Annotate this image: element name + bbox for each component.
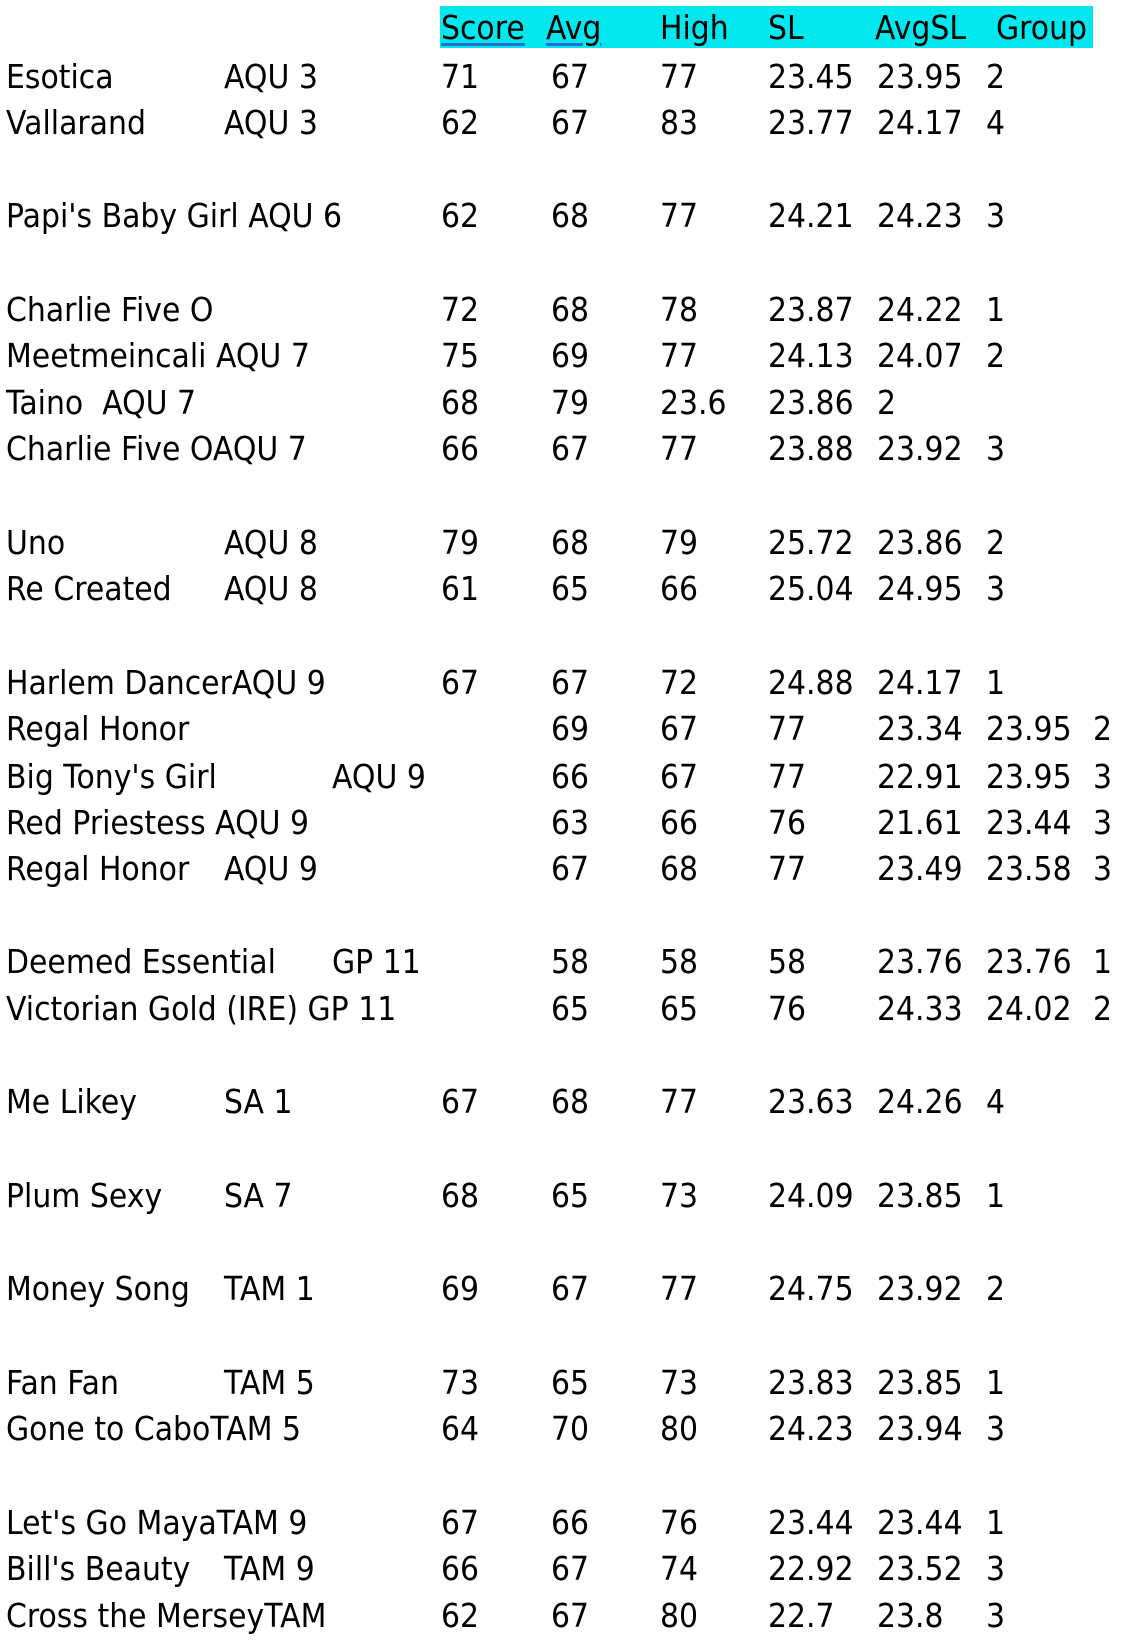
row-value-c4: 23.87 (768, 291, 854, 329)
row-value-c2: 58 (551, 943, 590, 981)
row-value-c2: 67 (551, 104, 590, 142)
row-value-c6: 3 (986, 570, 1006, 608)
row-value-c3: 68 (660, 850, 699, 888)
row-value-c5: 24.33 (877, 990, 963, 1028)
row-value-c2: 67 (551, 664, 590, 702)
row-value-c4: 23.83 (768, 1364, 854, 1402)
row-value-c5: 24.17 (877, 664, 963, 702)
row-value-c6: 1 (986, 664, 1006, 702)
row-value-c6: 3 (986, 1410, 1006, 1448)
row-value-c2: 63 (551, 804, 590, 842)
row-value-c1: 61 (441, 570, 480, 608)
row-value-c5: 24.07 (877, 337, 963, 375)
row-value-c6: 1 (986, 1364, 1006, 1402)
row-value-c3: 77 (660, 1270, 699, 1308)
row-value-c2: 67 (551, 430, 590, 468)
row-value-c6: 23.76 (986, 943, 1072, 981)
row-value-c4: 23.86 (768, 384, 854, 422)
row-value-c3: 74 (660, 1550, 699, 1588)
row-value-c2: 69 (551, 337, 590, 375)
row-value-c5: 23.92 (877, 1270, 963, 1308)
row-name: Money Song (6, 1270, 190, 1308)
row-track: GP 11 (332, 943, 421, 981)
row-value-c5: 23.34 (877, 710, 963, 748)
row-value-c7: 3 (1093, 804, 1113, 842)
row-name: Gone to CaboTAM 5 (6, 1410, 302, 1448)
row-name: Re Created (6, 570, 172, 608)
row-track: TAM 1 (224, 1270, 315, 1308)
row-value-c7: 2 (1093, 990, 1113, 1028)
header-high: High (660, 9, 729, 47)
row-value-c4: 76 (768, 804, 807, 842)
row-name: Vallarand (6, 104, 146, 142)
row-track: AQU 8 (224, 570, 318, 608)
row-value-c2: 67 (551, 1550, 590, 1588)
row-name: Let's Go MayaTAM 9 (6, 1504, 308, 1542)
row-value-c1: 79 (441, 524, 480, 562)
row-name: Regal Honor (6, 710, 190, 748)
row-name: Me Likey (6, 1083, 138, 1121)
row-value-c7: 3 (1093, 758, 1113, 796)
row-value-c4: 22.7 (768, 1597, 835, 1635)
row-value-c4: 24.88 (768, 664, 854, 702)
row-value-c4: 77 (768, 710, 807, 748)
row-value-c6: 2 (986, 524, 1006, 562)
row-value-c2: 68 (551, 524, 590, 562)
row-name: Charlie Five OAQU 7 (6, 430, 307, 468)
row-value-c6: 1 (986, 291, 1006, 329)
row-value-c6: 3 (986, 430, 1006, 468)
row-value-c1: 67 (441, 1504, 480, 1542)
row-name: Charlie Five O (6, 291, 214, 329)
row-value-c2: 65 (551, 1177, 590, 1215)
row-value-c2: 67 (551, 1270, 590, 1308)
row-value-c3: 72 (660, 664, 699, 702)
row-value-c1: 72 (441, 291, 480, 329)
header-avgsl: AvgSL (875, 9, 967, 47)
row-value-c3: 77 (660, 337, 699, 375)
row-value-c1: 62 (441, 197, 480, 235)
row-track: AQU 9 (224, 850, 318, 888)
row-value-c5: 24.22 (877, 291, 963, 329)
row-value-c1: 67 (441, 664, 480, 702)
row-value-c3: 77 (660, 58, 699, 96)
row-value-c2: 70 (551, 1410, 590, 1448)
row-value-c1: 62 (441, 104, 480, 142)
row-value-c5: 23.86 (877, 524, 963, 562)
row-value-c3: 80 (660, 1597, 699, 1635)
row-value-c3: 77 (660, 1083, 699, 1121)
row-value-c4: 77 (768, 850, 807, 888)
row-value-c1: 67 (441, 1083, 480, 1121)
row-value-c5: 21.61 (877, 804, 963, 842)
row-value-c3: 67 (660, 710, 699, 748)
row-name: Taino AQU 7 (6, 384, 197, 422)
row-value-c6: 3 (986, 1597, 1006, 1635)
row-value-c2: 65 (551, 990, 590, 1028)
row-value-c2: 68 (551, 197, 590, 235)
row-value-c7: 3 (1093, 850, 1113, 888)
header-avg: Avg (546, 9, 602, 47)
row-value-c3: 80 (660, 1410, 699, 1448)
row-value-c6: 4 (986, 1083, 1006, 1121)
row-value-c2: 66 (551, 758, 590, 796)
row-value-c3: 73 (660, 1364, 699, 1402)
row-value-c2: 67 (551, 1597, 590, 1635)
row-name: Victorian Gold (IRE) GP 11 (6, 990, 397, 1028)
row-value-c6: 1 (986, 1504, 1006, 1542)
row-name: Uno (6, 524, 66, 562)
row-track: SA 7 (224, 1177, 293, 1215)
row-value-c2: 69 (551, 710, 590, 748)
row-value-c3: 23.6 (660, 384, 727, 422)
row-name: Big Tony's Girl (6, 758, 217, 796)
row-value-c1: 71 (441, 58, 480, 96)
row-value-c2: 79 (551, 384, 590, 422)
header-group: Group (996, 9, 1088, 47)
header-score: Score (441, 9, 525, 47)
row-value-c5: 22.91 (877, 758, 963, 796)
row-value-c4: 77 (768, 758, 807, 796)
row-track: TAM 9 (224, 1550, 315, 1588)
row-value-c2: 66 (551, 1504, 590, 1542)
row-track: AQU 3 (224, 104, 318, 142)
row-value-c5: 23.49 (877, 850, 963, 888)
row-value-c3: 67 (660, 758, 699, 796)
row-value-c6: 23.44 (986, 804, 1072, 842)
row-value-c6: 2 (986, 1270, 1006, 1308)
row-value-c6: 23.95 (986, 758, 1072, 796)
row-value-c5: 23.44 (877, 1504, 963, 1542)
row-value-c4: 25.04 (768, 570, 854, 608)
row-track: SA 1 (224, 1083, 293, 1121)
row-track: AQU 9 (332, 758, 426, 796)
row-value-c4: 23.44 (768, 1504, 854, 1542)
row-value-c1: 64 (441, 1410, 480, 1448)
row-name: Cross the MerseyTAM (6, 1597, 327, 1635)
row-value-c4: 24.23 (768, 1410, 854, 1448)
row-value-c5: 23.8 (877, 1597, 944, 1635)
row-value-c4: 76 (768, 990, 807, 1028)
row-value-c7: 1 (1093, 943, 1113, 981)
row-value-c5: 23.95 (877, 58, 963, 96)
row-value-c2: 65 (551, 570, 590, 608)
row-value-c6: 3 (986, 1550, 1006, 1588)
row-value-c5: 23.76 (877, 943, 963, 981)
row-value-c3: 79 (660, 524, 699, 562)
row-value-c1: 66 (441, 430, 480, 468)
row-value-c3: 78 (660, 291, 699, 329)
row-value-c5: 23.92 (877, 430, 963, 468)
row-value-c5: 24.23 (877, 197, 963, 235)
row-value-c5: 24.95 (877, 570, 963, 608)
row-value-c3: 73 (660, 1177, 699, 1215)
row-value-c3: 77 (660, 197, 699, 235)
row-value-c2: 67 (551, 850, 590, 888)
row-name: Harlem DancerAQU 9 (6, 664, 326, 702)
row-value-c1: 73 (441, 1364, 480, 1402)
row-value-c3: 66 (660, 570, 699, 608)
row-value-c1: 68 (441, 384, 480, 422)
row-name: Regal Honor (6, 850, 190, 888)
row-value-c6: 1 (986, 1177, 1006, 1215)
row-value-c5: 2 (877, 384, 897, 422)
row-value-c4: 24.21 (768, 197, 854, 235)
row-value-c3: 77 (660, 430, 699, 468)
row-value-c4: 23.63 (768, 1083, 854, 1121)
row-value-c3: 65 (660, 990, 699, 1028)
row-value-c5: 23.52 (877, 1550, 963, 1588)
row-value-c2: 65 (551, 1364, 590, 1402)
row-name: Fan Fan (6, 1364, 119, 1402)
row-value-c4: 23.45 (768, 58, 854, 96)
row-value-c4: 23.88 (768, 430, 854, 468)
row-value-c5: 24.26 (877, 1083, 963, 1121)
row-value-c4: 58 (768, 943, 807, 981)
row-name: Esotica (6, 58, 114, 96)
header-sl: SL (768, 9, 804, 47)
row-value-c1: 68 (441, 1177, 480, 1215)
row-value-c3: 58 (660, 943, 699, 981)
row-value-c5: 23.94 (877, 1410, 963, 1448)
row-track: AQU 3 (224, 58, 318, 96)
row-value-c4: 23.77 (768, 104, 854, 142)
row-value-c1: 62 (441, 1597, 480, 1635)
row-value-c6: 3 (986, 197, 1006, 235)
row-value-c1: 66 (441, 1550, 480, 1588)
row-value-c4: 24.75 (768, 1270, 854, 1308)
row-value-c5: 23.85 (877, 1364, 963, 1402)
row-value-c3: 76 (660, 1504, 699, 1542)
row-name: Bill's Beauty (6, 1550, 191, 1588)
row-name: Papi's Baby Girl AQU 6 (6, 197, 343, 235)
row-track: AQU 8 (224, 524, 318, 562)
row-name: Plum Sexy (6, 1177, 163, 1215)
row-value-c4: 24.13 (768, 337, 854, 375)
row-value-c1: 75 (441, 337, 480, 375)
row-value-c7: 2 (1093, 710, 1113, 748)
row-name: Meetmeincali AQU 7 (6, 337, 310, 375)
row-value-c6: 23.58 (986, 850, 1072, 888)
row-value-c6: 2 (986, 58, 1006, 96)
row-value-c2: 67 (551, 58, 590, 96)
row-track: TAM 5 (224, 1364, 315, 1402)
row-value-c4: 22.92 (768, 1550, 854, 1588)
row-value-c2: 68 (551, 291, 590, 329)
row-value-c4: 24.09 (768, 1177, 854, 1215)
row-value-c1: 69 (441, 1270, 480, 1308)
row-name: Red Priestess AQU 9 (6, 804, 310, 842)
row-value-c4: 25.72 (768, 524, 854, 562)
row-value-c6: 4 (986, 104, 1006, 142)
row-value-c5: 24.17 (877, 104, 963, 142)
row-value-c6: 24.02 (986, 990, 1072, 1028)
row-value-c3: 66 (660, 804, 699, 842)
row-value-c3: 83 (660, 104, 699, 142)
row-value-c6: 2 (986, 337, 1006, 375)
row-value-c6: 23.95 (986, 710, 1072, 748)
row-value-c5: 23.85 (877, 1177, 963, 1215)
row-name: Deemed Essential (6, 943, 276, 981)
row-value-c2: 68 (551, 1083, 590, 1121)
